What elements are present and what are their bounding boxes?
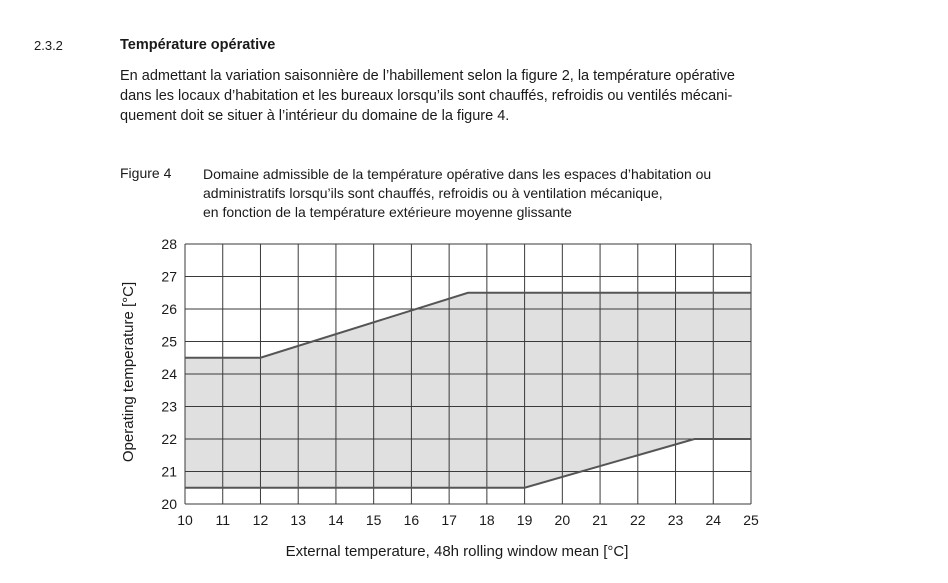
x-tick-label: 11 (215, 512, 231, 528)
x-tick-label: 24 (705, 512, 722, 528)
x-tick-label: 22 (630, 512, 646, 528)
paragraph-line: dans les locaux d’habitation et les bureaux lorsqu’ils sont chauffés, refroidis ou ventilés mécani- (120, 88, 733, 104)
x-tick-label: 12 (252, 512, 269, 528)
section-number: 2.3.2 (34, 38, 63, 53)
y-tick-label: 26 (161, 301, 177, 317)
section-title: Température opérative (120, 37, 276, 53)
caption-line: en fonction de la température extérieure moyenne glissante (203, 204, 572, 220)
y-tick-label: 23 (161, 398, 177, 415)
y-tick-label: 22 (161, 431, 177, 447)
x-tick-label: 16 (403, 512, 420, 528)
x-tick-label: 15 (365, 512, 382, 528)
figure-label: Figure 4 (120, 165, 172, 181)
y-axis-label: Operating temperature [°C] (120, 281, 137, 463)
x-tick-label: 19 (516, 512, 533, 528)
x-tick-label: 25 (743, 512, 759, 528)
caption-line: administratifs lorsqu’ils sont chauffés, refroidis ou à ventilation mécanique, (203, 185, 663, 201)
x-tick-label: 18 (479, 512, 495, 528)
y-tick-label: 20 (161, 496, 177, 512)
x-tick-label: 14 (328, 512, 344, 528)
x-tick-label: 20 (554, 512, 571, 528)
y-tick-label: 21 (161, 463, 177, 480)
x-tick-label: 13 (290, 512, 306, 528)
y-tick-label: 27 (161, 268, 177, 285)
paragraph-line: En admettant la variation saisonnière de l’habillement selon la figure 2, la température opérative (120, 68, 735, 84)
y-tick-label: 24 (161, 366, 177, 382)
admissible-range-area (185, 293, 751, 488)
x-tick-label: 23 (667, 512, 684, 528)
x-tick-label: 21 (592, 512, 608, 528)
paragraph-line: quement doit se situer à l’intérieur du domaine de la figure 4. (120, 108, 510, 124)
admissible-band-layer (185, 293, 751, 488)
y-tick-label: 28 (161, 236, 177, 252)
y-tick-label: 25 (161, 333, 177, 350)
x-axis-label: External temperature, 48h rolling window mean [°C] (285, 543, 629, 560)
caption-line: Domaine admissible de la température opérative dans les espaces d’habitation ou (203, 166, 712, 182)
x-tick-label: 10 (177, 512, 193, 528)
x-tick-label: 17 (441, 512, 457, 528)
